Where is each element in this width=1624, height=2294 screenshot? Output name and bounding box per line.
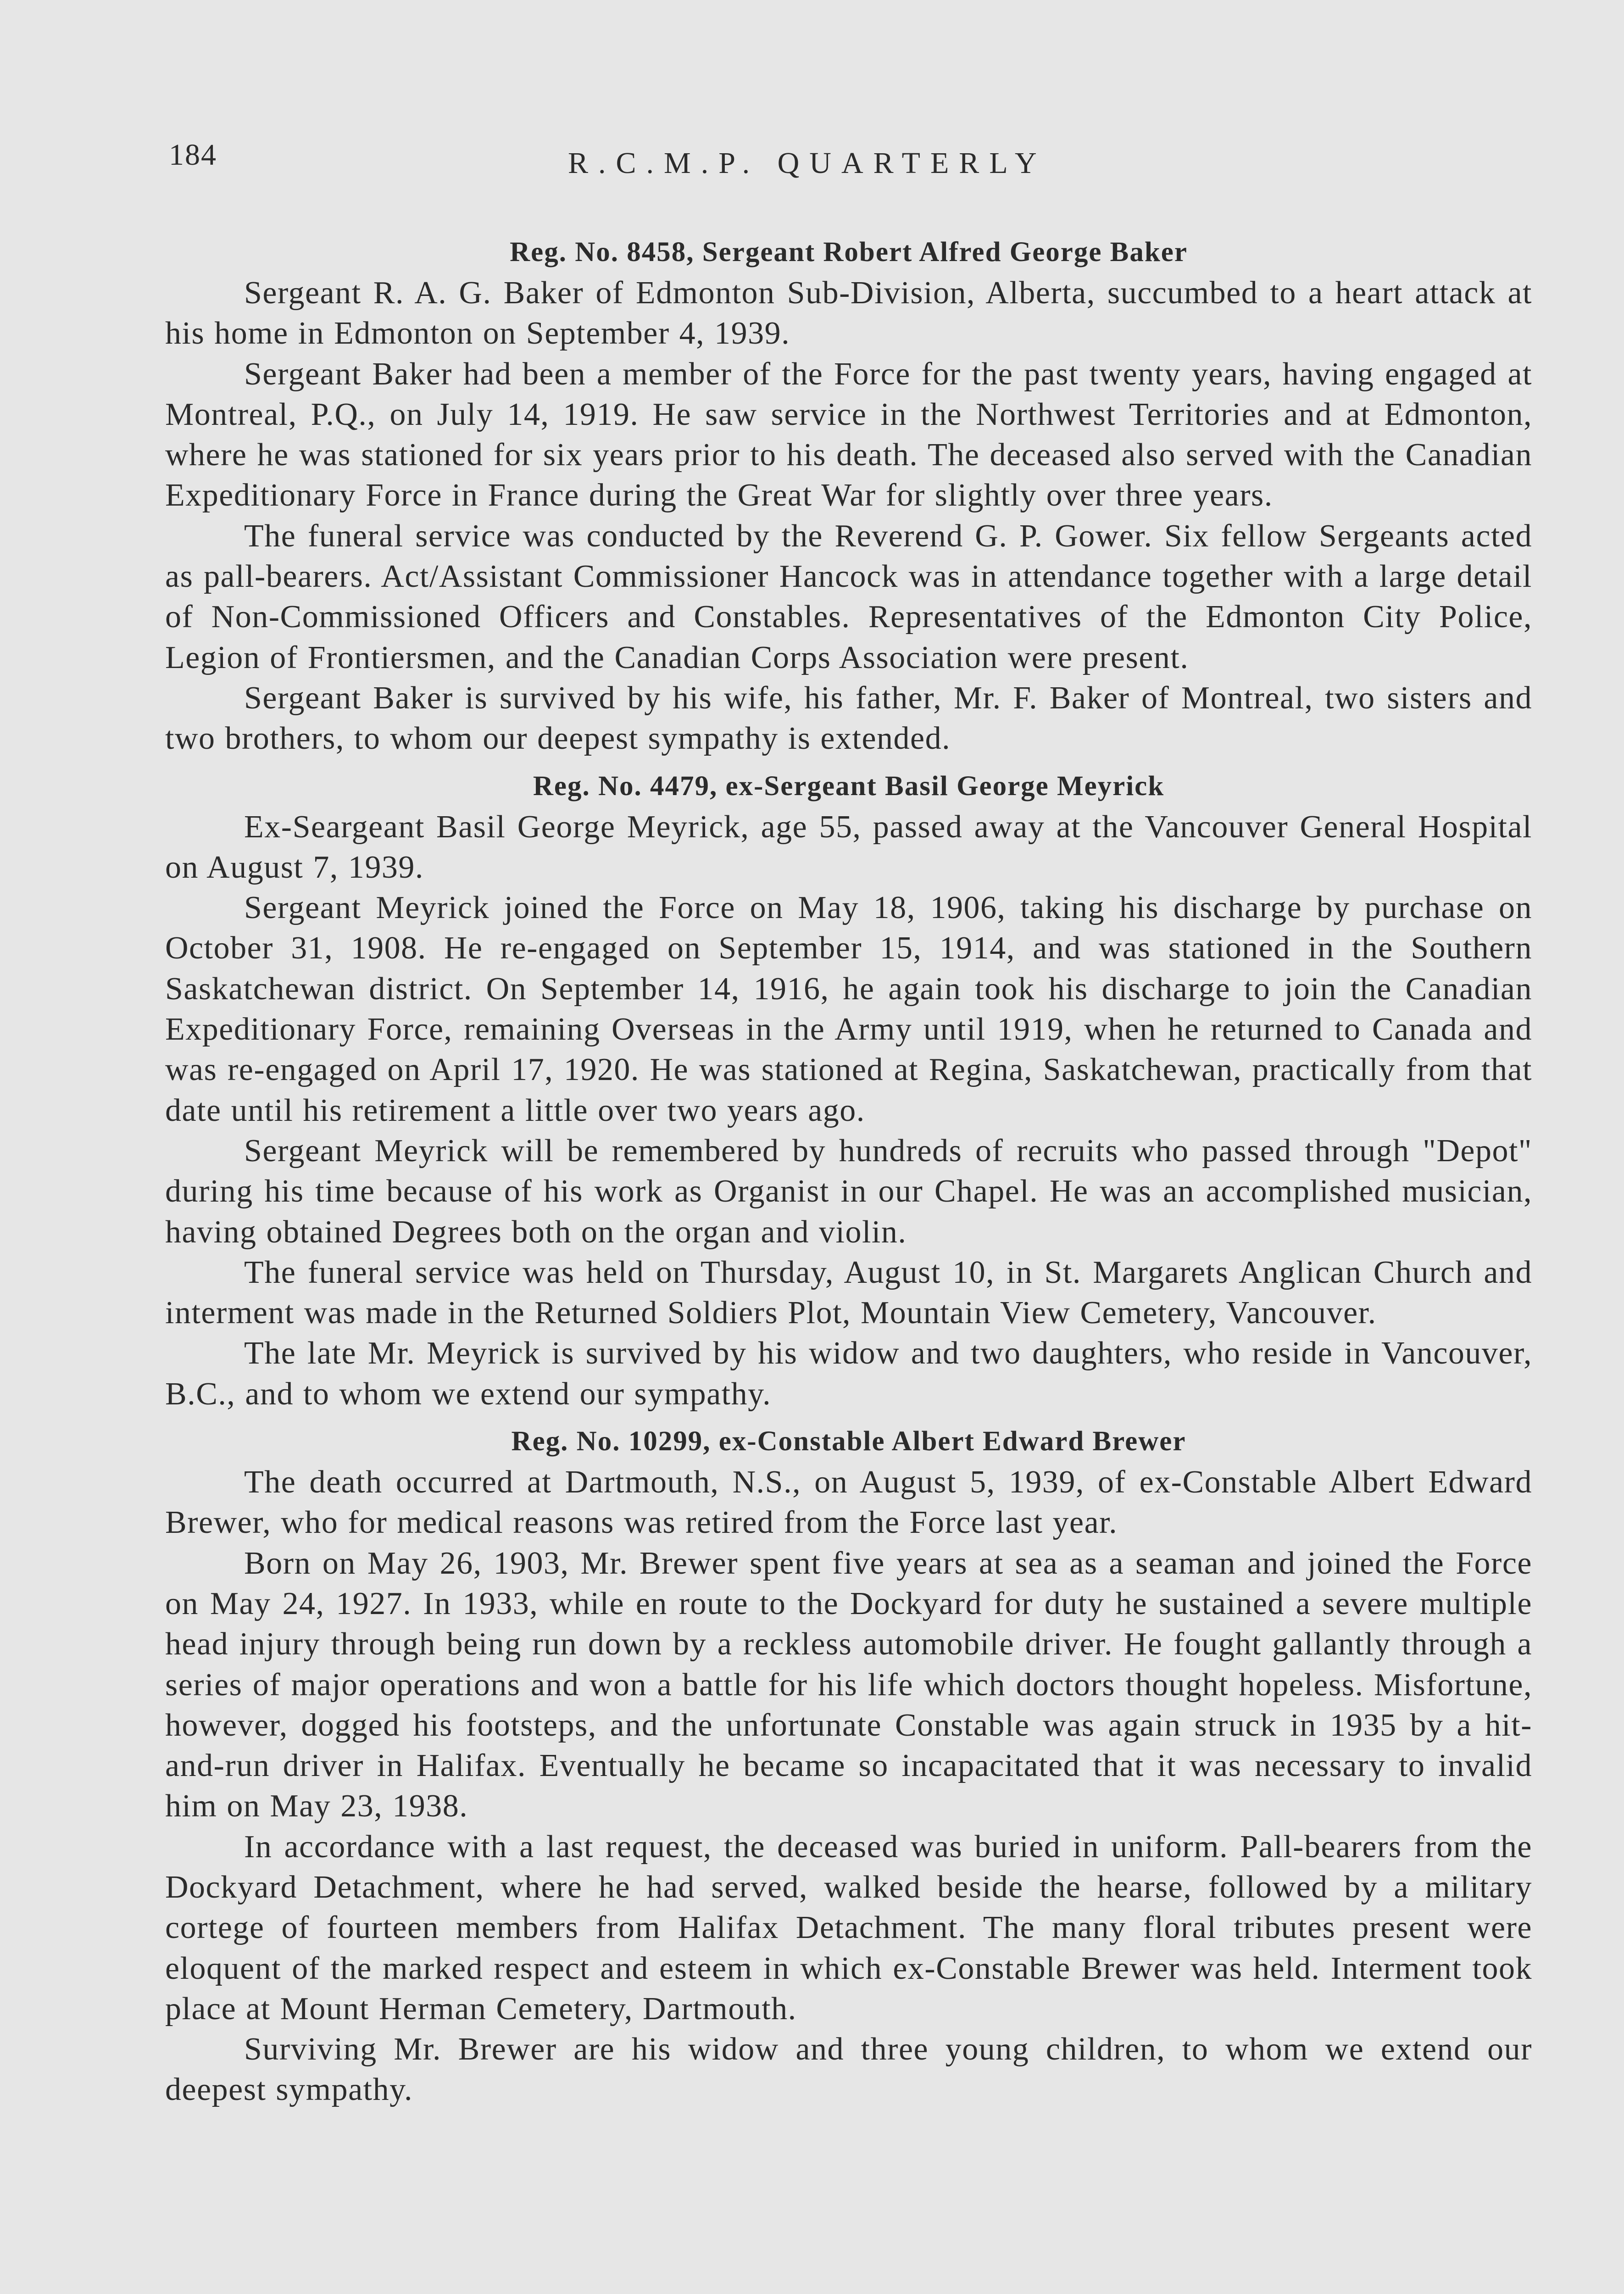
obituary-paragraph: Sergeant Meyrick will be remembered by hundreds of recruits who passed through "Depot" during his time because of his work as Organist in our Chapel. He was an accomplished musician, having obtained Degrees both on the organ and violin. bbox=[165, 1133, 1532, 1250]
obituary-heading: Reg. No. 8458, Sergeant Robert Alfred George Baker bbox=[510, 237, 1188, 267]
obituary-paragraph: The funeral service was held on Thursday, August 10, in St. Margarets Anglican Church and interment was made in the Returned Soldiers Plot, Mountain View Cemetery, Vancouver. bbox=[165, 1254, 1532, 1331]
obituary-entry-baker bbox=[165, 232, 1532, 759]
obituary-paragraph: The funeral service was conducted by the Reverend G. P. Gower. Six fellow Sergeants acted as pall-bearers. Act/Assistant Commissioner Hancock was in attendance together with a large detail of Non-Commissioned Officers and Constables. Representatives of the Edmonton City Police, Legion of Frontiersmen, and the Canadian Corps Association were present. bbox=[165, 518, 1532, 675]
obituary-paragraph: Sergeant Baker had been a member of the Force for the past twenty years, having engaged at Montreal, P.Q., on July 14, 1919. He saw service in the Northwest Territories and at Edmonton, where he was stationed for six years prior to his death. The deceased also served with the Canadian Expeditionary Force in France during the Great War for slightly over three years. bbox=[165, 356, 1532, 513]
page-header bbox=[169, 138, 1541, 188]
obituary-paragraph: Born on May 26, 1903, Mr. Brewer spent five years at sea as a seaman and joined the Force on May 24, 1927. In 1933, while en route to the Dockyard for duty he sustained a severe multiple head injury through being run down by a reckless automobile driver. He fought gallantly through a series of major operations and won a battle for his life which doctors thought hopeless. Misfortune, however, dogged his footsteps, and the unfortunate Constable was again struck in 1935 by a hit-and-run driver in Halifax. Eventually he became so incapacitated that it was necessary to invalid him on May 23, 1938. bbox=[165, 1545, 1532, 1824]
obituary-paragraph: Sergeant Meyrick joined the Force on May 18, 1906, taking his discharge by purchase on October 31, 1908. He re-engaged on September 15, 1914, and was stationed in the Southern Saskatchewan district. On September 14, 1916, he again took his discharge to join the Canadian Expeditionary Force, remaining Overseas in the Army until 1919, when he returned to Canada and was re-engaged on April 17, 1920. He was stationed at Regina, Saskatchewan, practically from that date until his retirement a little over two years ago. bbox=[165, 890, 1532, 1128]
journal-title: R.C.M.P. QUARTERLY bbox=[568, 146, 1047, 180]
obituary-entry-meyrick bbox=[165, 766, 1532, 1414]
obituary-heading: Reg. No. 10299, ex-Constable Albert Edward Brewer bbox=[511, 1426, 1186, 1457]
obituary-paragraph: Sergeant Baker is survived by his wife, his father, Mr. F. Baker of Montreal, two sisters and two brothers, to whom our deepest sympathy is extended. bbox=[165, 680, 1532, 757]
page-number: 184 bbox=[169, 138, 217, 172]
obituary-column bbox=[165, 232, 1532, 2117]
obituary-paragraph: Ex-Seargeant Basil George Meyrick, age 55, passed away at the Vancouver General Hospital on August 7, 1939. bbox=[165, 809, 1532, 885]
obituary-paragraph: The late Mr. Meyrick is survived by his widow and two daughters, who reside in Vancouver, B.C., and to whom we extend our sympathy. bbox=[165, 1336, 1532, 1412]
obituary-paragraph: The death occurred at Dartmouth, N.S., on August 5, 1939, of ex-Constable Albert Edward Brewer, who for medical reasons was retired from the Force last year. bbox=[165, 1464, 1532, 1541]
obituary-paragraph: Surviving Mr. Brewer are his widow and three young children, to whom we extend our deepest sympathy. bbox=[165, 2032, 1532, 2108]
obituary-paragraph: Sergeant R. A. G. Baker of Edmonton Sub-Division, Alberta, succumbed to a heart attack at his home in Edmonton on September 4, 1939. bbox=[165, 275, 1532, 351]
obituary-paragraph: In accordance with a last request, the deceased was buried in uniform. Pall-bearers from the Dockyard Detachment, where he had served, walked beside the hearse, followed by a military cortege of fourteen members from Halifax Detachment. The many floral tributes present were eloquent of the marked respect and esteem in which ex-Constable Brewer was held. Interment took place at Mount Herman Cemetery, Dartmouth. bbox=[165, 1829, 1532, 2027]
obituary-heading: Reg. No. 4479, ex-Sergeant Basil George Meyrick bbox=[533, 770, 1165, 802]
obituary-entry-brewer bbox=[165, 1421, 1532, 2110]
